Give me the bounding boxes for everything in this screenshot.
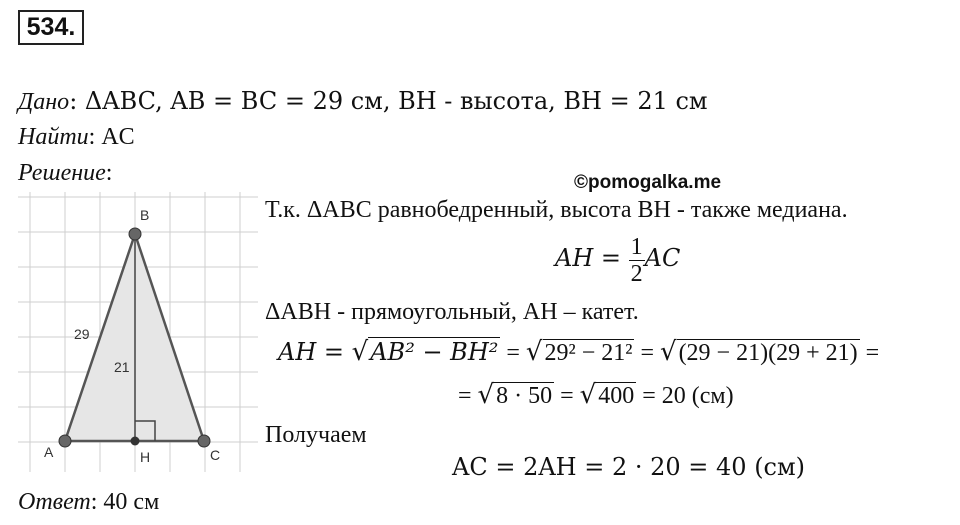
label-b: B [140, 207, 150, 223]
answer-text: : 40 см [90, 489, 160, 515]
watermark: ©pomogalka.me [574, 172, 722, 193]
given-line [18, 86, 708, 117]
find-line [18, 122, 135, 152]
find-label: Найти [18, 124, 89, 150]
line2-lhs: AH = [555, 244, 629, 273]
point-c [198, 435, 210, 447]
sqrt-29-21: √29² − 21² [525, 337, 633, 367]
line4-eq1: = [500, 340, 526, 366]
solution-line-7: AC = 2AH = 2 · 20 = 40 (см) [452, 453, 806, 481]
solution-line-6: Получаем [265, 422, 367, 448]
answer-label: Ответ [18, 489, 91, 515]
line5-eq1: = [554, 383, 580, 409]
line2-rhs: AC [644, 244, 681, 273]
fraction-one-half [629, 234, 645, 287]
sqrt-ab-bh-radicand: AB² − BH² [370, 338, 499, 366]
solution-colon: : [105, 160, 113, 186]
sqrt-product-radicand: (29 − 21)(29 + 21) [678, 340, 858, 366]
sqrt-ab-bh: √AB² − BH² [351, 337, 499, 367]
label-a: A [44, 444, 54, 460]
sqrt-29-21-radicand: 29² − 21² [544, 340, 633, 366]
solution-line-2 [555, 234, 680, 287]
point-a [59, 435, 71, 447]
sqrt-400: √400 [579, 380, 635, 410]
label-h: H [140, 449, 151, 465]
line4-lhs: AH = [278, 338, 352, 366]
answer-line [18, 487, 159, 517]
sqrt-400-radicand: 400 [598, 383, 635, 409]
line5-end: = 20 (см) [636, 383, 734, 409]
solution-line [18, 158, 112, 188]
solution-label: Решение [18, 160, 106, 186]
find-text: : AC [88, 124, 135, 150]
triangle-figure [18, 192, 258, 472]
point-h [131, 437, 140, 446]
solution-line-3: ΔABH - прямоугольный, AH – катет. [265, 299, 639, 325]
sqrt-product: √(29 − 21)(29 + 21) [659, 337, 858, 367]
problem-number: 534. [18, 10, 84, 45]
solution-line-5 [458, 380, 734, 411]
solution-line-1: Т.к. ΔABC равнобедренный, высота BH - также медиана. [265, 197, 848, 223]
given-text: : ΔABC, AB = BC = 29 см, BH - высота, BH = 21 см [69, 87, 708, 115]
given-label: Дано [18, 89, 70, 115]
point-b [129, 228, 141, 240]
label-height-21: 21 [114, 359, 130, 375]
label-side-29: 29 [74, 326, 90, 342]
solution-line-4 [278, 337, 879, 368]
line4-eq3: = [859, 340, 880, 366]
fraction-numerator: 1 [630, 234, 643, 260]
line4-eq2: = [634, 340, 660, 366]
sqrt-8-50-radicand: 8 · 50 [496, 383, 553, 409]
fraction-denominator: 2 [630, 261, 643, 287]
sqrt-8-50: √8 · 50 [477, 380, 553, 410]
label-c: C [210, 447, 221, 463]
line5-eq0: = [458, 383, 478, 409]
